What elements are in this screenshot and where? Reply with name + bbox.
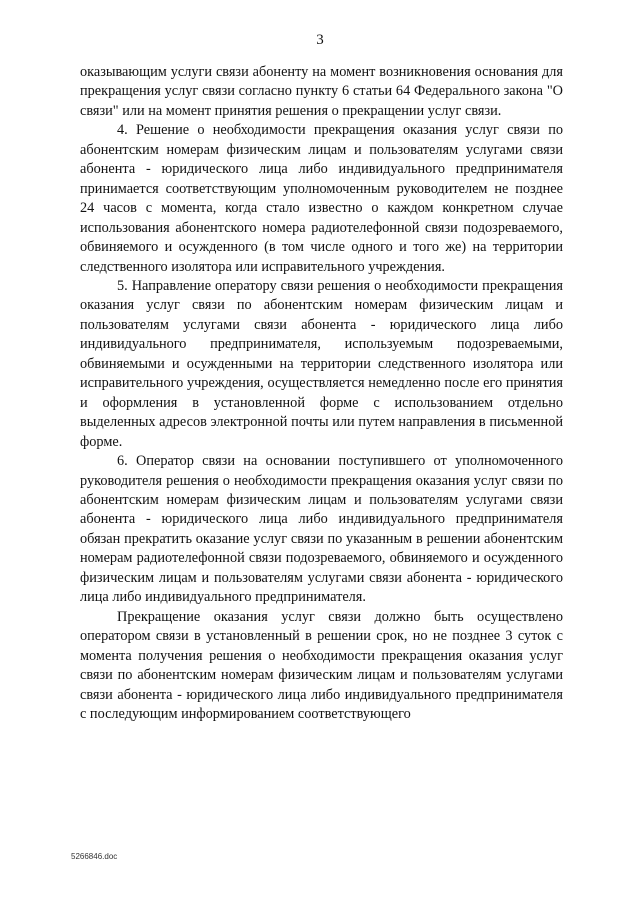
footer-filename: 5266846.doc: [71, 852, 118, 861]
document-body: [80, 63, 563, 724]
paragraph-item-6: 6. Оператор связи на основании поступившего от уполномоченного руководителя решения о необходимости прекращения оказания услуг связи по абонентским номерам физическим лицам и пользователям услугами связи абонента - юридического лица либо индивидуального предпринимателя обязан прекратить оказание услуг связи по указанным в решении абонентским номерам радиотелефонной связи подозреваемого, обвиняемого и осужденного физическим лицам и пользователям услугами связи абонента - юридического лица либо индивидуального предпринимателя.: [80, 453, 563, 606]
page-number: 3: [316, 32, 324, 48]
paragraph-continuation: оказывающим услуги связи абоненту на момент возникновения основания для прекращения услуг связи согласно пункту 6 статьи 64 Федерального закона "О связи" или на момент принятия решения о прекращении услуг связи.: [80, 64, 563, 119]
paragraph-termination-deadline: Прекращение оказания услуг связи должно быть осуществлено оператором связи в установленный в решении срок, но не позднее 3 суток с момента получения решения о необходимости прекращения оказания услуг связи по абонентским номерам физическим лицам и пользователям услугами связи абонента - юридического лица либо индивидуального предпринимателя с последующим информированием соответствующего: [80, 608, 563, 722]
paragraph-item-5: 5. Направление оператору связи решения о необходимости прекращения оказания услуг связи по абонентским номерам физическим лицам и пользователям услугами связи абонента - юридического лица либо индивидуального предпринимателя, используемым подозреваемыми, обвиняемыми и осужденными на территории следственного изолятора или исправительного учреждения, осуществляется немедленно после его принятия и оформления в установленной форме с использованием отдельно выделенных адресов электронной почты или путем направления в письменной форме.: [80, 277, 563, 450]
paragraph-item-4: 4. Решение о необходимости прекращения оказания услуг связи по абонентским номерам физическим лицам и пользователям услугами связи абонента - юридического лица либо индивидуального предпринимателя принимается соответствующим уполномоченным руководителем не позднее 24 часов с момента, когда стало известно о каждом конкретном случае использования абонентского номера радиотелефонной связи подозреваемого, обвиняемого и осужденного (в том числе одного и того же) на территории следственного изолятора или исправительного учреждения.: [80, 122, 563, 275]
